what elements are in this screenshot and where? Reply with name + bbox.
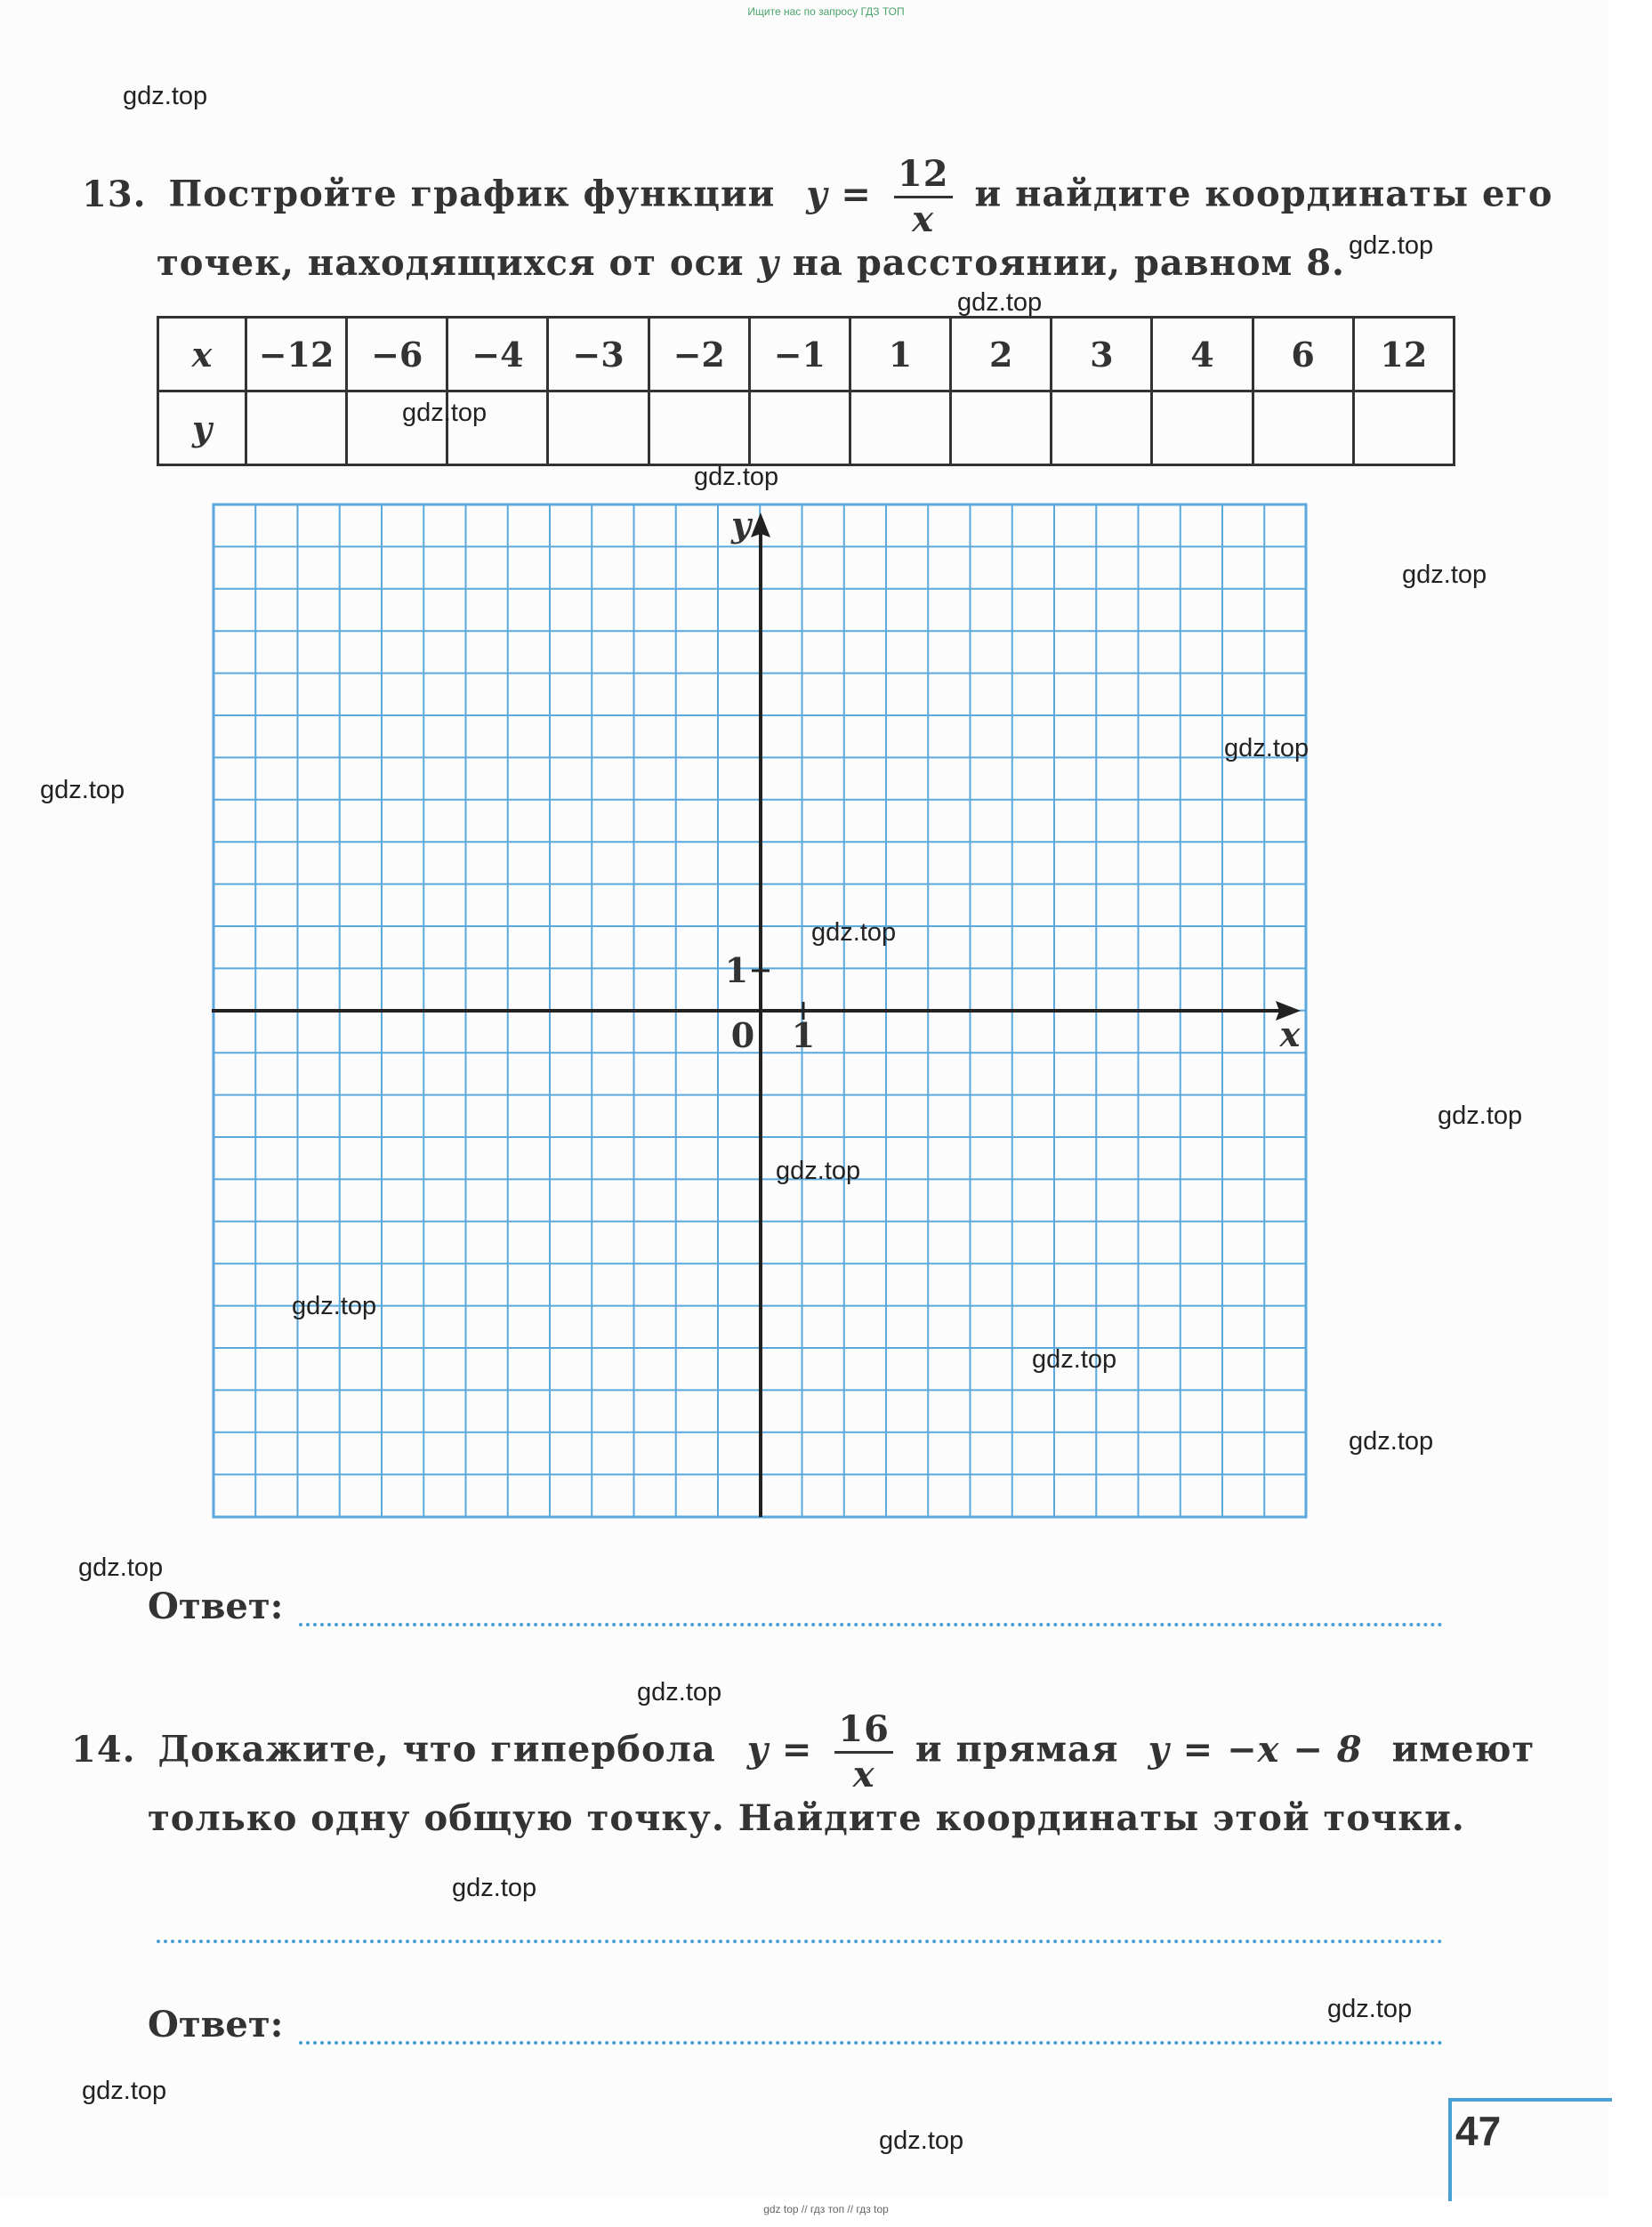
watermark: gdz.top	[1402, 561, 1487, 589]
table-x-cell: 2	[951, 318, 1052, 391]
watermark: gdz.top	[452, 1874, 537, 1902]
watermark: gdz.top	[1224, 734, 1310, 763]
watermark: gdz.top	[1349, 231, 1434, 260]
task14-text-after: имеют	[1391, 1728, 1535, 1771]
x-unit-label: 1	[791, 1015, 816, 1055]
table-x-cell: 6	[1253, 318, 1353, 391]
table-y-header: y	[158, 391, 246, 465]
watermark: gdz.top	[776, 1157, 861, 1185]
task13-y-eq: y =	[806, 173, 872, 215]
table-x-cell: −6	[347, 318, 447, 391]
watermark: gdz.top	[1349, 1427, 1434, 1456]
y-axis-label: y	[730, 504, 752, 545]
table-x-cell: −4	[447, 318, 548, 391]
page-number: 47	[1455, 2108, 1502, 2154]
top-banner: Ищите нас по запросу ГДЗ ТОП	[747, 5, 905, 18]
bottom-banner: gdz top // гдз топ // гдз top	[763, 2203, 889, 2215]
task13-text-after: и найдите координаты его	[974, 173, 1553, 215]
task14-number: 14.	[71, 1728, 136, 1771]
y-axis-arrow	[751, 512, 770, 537]
watermark: gdz.top	[811, 918, 897, 947]
table-x-cell: 4	[1152, 318, 1253, 391]
y-unit-label: 1	[724, 950, 749, 990]
x-axis-label: x	[1279, 1014, 1301, 1054]
task14-text-mid: и прямая	[915, 1728, 1119, 1771]
task14-denominator: x	[852, 1754, 875, 1795]
table-x-header: x	[158, 318, 246, 391]
watermark: gdz.top	[879, 2126, 964, 2155]
watermark: gdz.top	[292, 1292, 377, 1320]
watermark: gdz.top	[78, 1553, 164, 1582]
watermark: gdz.top	[957, 288, 1043, 317]
watermark: gdz.top	[402, 399, 488, 427]
watermark: gdz.top	[40, 776, 125, 804]
task13-text-before: Постройте график функции	[168, 173, 776, 215]
task14-work-line[interactable]	[157, 1940, 1443, 1943]
task14-line2: только одну общую точку. Найдите координаты этой точки.	[148, 1797, 1465, 1839]
watermark: gdz.top	[637, 1678, 722, 1707]
watermark: gdz.top	[1032, 1345, 1117, 1374]
table-x-cell: 3	[1052, 318, 1152, 391]
task13-denominator: x	[912, 198, 935, 240]
task13-number: 13.	[82, 173, 147, 215]
watermark: gdz.top	[82, 2077, 167, 2105]
table-x-cell: −2	[649, 318, 749, 391]
task13-line2-var: y	[757, 242, 779, 284]
task13-numerator: 12	[894, 157, 953, 198]
watermark: gdz.top	[694, 463, 779, 491]
task13-line2-b: на расстоянии, равном 8.	[792, 242, 1345, 284]
task13-answer-line[interactable]	[299, 1623, 1443, 1626]
origin-label: 0	[730, 1015, 755, 1055]
task14-y-eq: y =	[746, 1728, 813, 1771]
task14-numerator: 16	[834, 1712, 893, 1754]
task14-line1	[71, 1708, 1535, 1795]
task14-answer-line[interactable]	[299, 2041, 1443, 2045]
table-x-cell: −3	[548, 318, 649, 391]
watermark: gdz.top	[123, 82, 208, 110]
task14-fraction	[834, 1708, 893, 1795]
table-x-cell: 1	[850, 318, 950, 391]
task14-answer-label: Ответ:	[148, 2004, 284, 2045]
table-x-cell: −1	[749, 318, 850, 391]
task13-answer-label: Ответ:	[148, 1586, 284, 1627]
task13-line2-a: точек, находящихся от оси	[157, 242, 745, 284]
task14-text-before: Докажите, что гипербола	[157, 1728, 716, 1771]
table-x-cell: −12	[246, 318, 347, 391]
task14-line-eq: y = −x − 8	[1148, 1728, 1363, 1771]
watermark: gdz.top	[1438, 1101, 1523, 1130]
watermark: gdz.top	[1327, 1995, 1413, 2023]
table-x-cell: 12	[1353, 318, 1454, 391]
